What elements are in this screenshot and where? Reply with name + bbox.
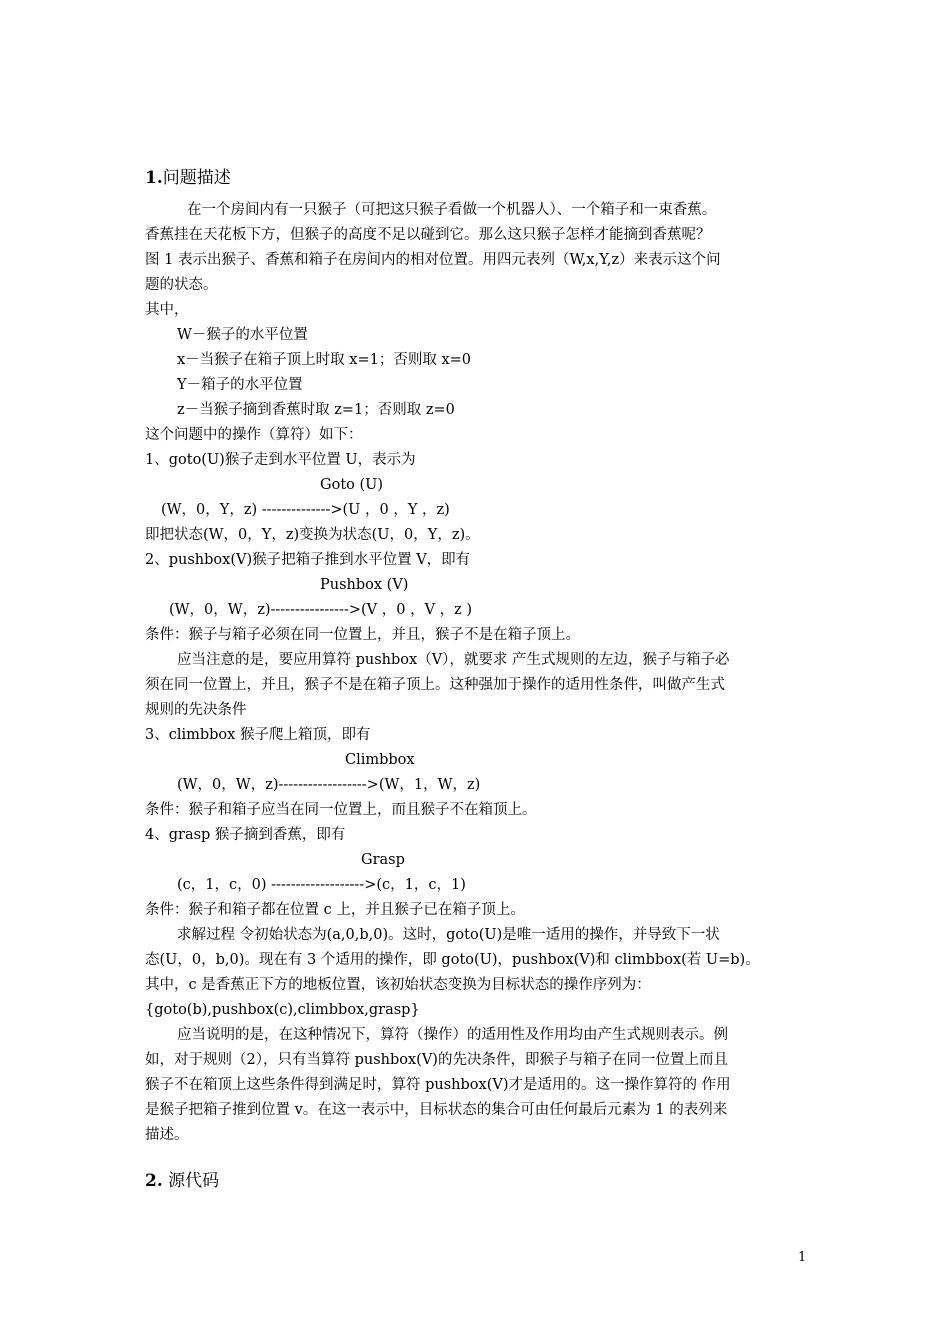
paragraph-line: 其中，c 是香蕉正下方的地板位置，该初始状态变换为目标状态的操作序列为： — [145, 977, 651, 993]
paragraph-line: 其中， — [145, 302, 189, 318]
paragraph-line: 图 1 表示出猴子、香蕉和箱子在房间内的相对位置。用四元表列（W,x,Y,z）来表示这个问 — [145, 252, 721, 268]
section-number: 1. — [145, 168, 163, 188]
paragraph-line: 描述。 — [145, 1127, 189, 1143]
operation-heading: 3、climbbox 猴子爬上箱顶，即有 — [145, 727, 371, 743]
paragraph-line: 即把状态(W，0，Y，z)变换为状态(U，0，Y，z)。 — [145, 527, 480, 543]
section-title: 问题描述 — [162, 168, 231, 188]
operator-label: Climbbox — [345, 752, 415, 768]
condition-line: 条件：猴子与箱子必须在同一位置上，并且，猴子不是在箱子顶上。 — [145, 627, 580, 643]
paragraph-line: 猴子不在箱顶上这些条件得到满足时，算符 pushbox(V)才是适用的。这一操作算符的 作用 — [145, 1077, 731, 1093]
definition-line: z－当猴子摘到香蕉时取 z=1；否则取 z=0 — [177, 402, 455, 418]
operation-heading: 4、grasp 猴子摘到香蕉，即有 — [145, 827, 346, 843]
operator-label: Grasp — [361, 852, 405, 868]
condition-line: 条件：猴子和箱子应当在同一位置上，而且猴子不在箱顶上。 — [145, 802, 537, 818]
paragraph-line: 规则的先决条件 — [145, 702, 247, 718]
operator-label: Goto (U) — [320, 477, 384, 493]
page-number: 1 — [798, 1250, 807, 1265]
paragraph-line: 须在同一位置上，并且，猴子不是在箱子顶上。这种强加于操作的适用性条件，叫做产生式 — [145, 677, 725, 693]
paragraph-line: 香蕉挂在天花板下方，但猴子的高度不足以碰到它。那么这只猴子怎样才能摘到香蕉呢？ — [145, 227, 711, 243]
section-heading-problem — [145, 166, 231, 190]
definition-line: W－猴子的水平位置 — [177, 327, 308, 343]
transition-formula: (W，0，Y，z) -------------->(U ，0 ，Y ，z) — [161, 502, 450, 518]
paragraph-line: 是猴子把箱子推到位置 v。在这一表示中，目标状态的集合可由任何最后元素为 1 的表列来 — [145, 1102, 728, 1118]
operation-heading: 1、goto(U)猴子走到水平位置 U，表示为 — [145, 452, 416, 468]
paragraph-line: 求解过程 令初始状态为(a,0,b,0)。这时，goto(U)是唯一适用的操作，并导致下一状 — [177, 927, 720, 943]
definition-line: Y－箱子的水平位置 — [177, 377, 303, 393]
operation-heading: 2、pushbox(V)猴子把箱子推到水平位置 V，即有 — [145, 552, 471, 568]
operator-label: Pushbox (V) — [320, 577, 409, 593]
transition-formula: (W，0，W，z)------------------>(W，1，W，z) — [177, 777, 481, 793]
transition-formula: (W，0，W，z)---------------->(V ，0 ，V ，z ) — [169, 602, 473, 618]
paragraph-line: 态(U，0，b,0)。现在有 3 个适用的操作，即 goto(U)，pushbox(V)和 climbbox(若 U=b)。 — [145, 952, 760, 968]
paragraph-line: 如，对于规则（2），只有当算符 pushbox(V)的先决条件，即猴子与箱子在同一位置上而且 — [145, 1052, 728, 1068]
section-heading-source-code — [145, 1168, 219, 1194]
paragraph-line: {goto(b),pushbox(c),climbbox,grasp} — [145, 1002, 420, 1018]
document-body — [145, 198, 808, 1148]
definition-line: x－当猴子在箱子顶上时取 x=1；否则取 x=0 — [177, 352, 471, 368]
paragraph-line: 在一个房间内有一只猴子（可把这只猴子看做一个机器人）、一个箱子和一束香蕉。 — [187, 202, 717, 218]
paragraph-line: 应当注意的是，要应用算符 pushbox（V），就要求 产生式规则的左边，猴子与箱子必 — [177, 652, 730, 668]
transition-formula: (c，1，c，0) ------------------->(c，1，c，1) — [177, 877, 466, 893]
condition-line: 条件：猴子和箱子都在位置 c 上，并且猴子已在箱子顶上。 — [145, 902, 525, 918]
section-title: 源代码 — [168, 1171, 220, 1191]
paragraph-line: 题的状态。 — [145, 277, 218, 293]
section-number: 2. — [145, 1171, 163, 1191]
paragraph-line: 应当说明的是，在这种情况下，算符（操作）的适用性及作用均由产生式规则表示。例 — [177, 1027, 728, 1043]
paragraph-line: 这个问题中的操作（算符）如下： — [145, 427, 363, 443]
